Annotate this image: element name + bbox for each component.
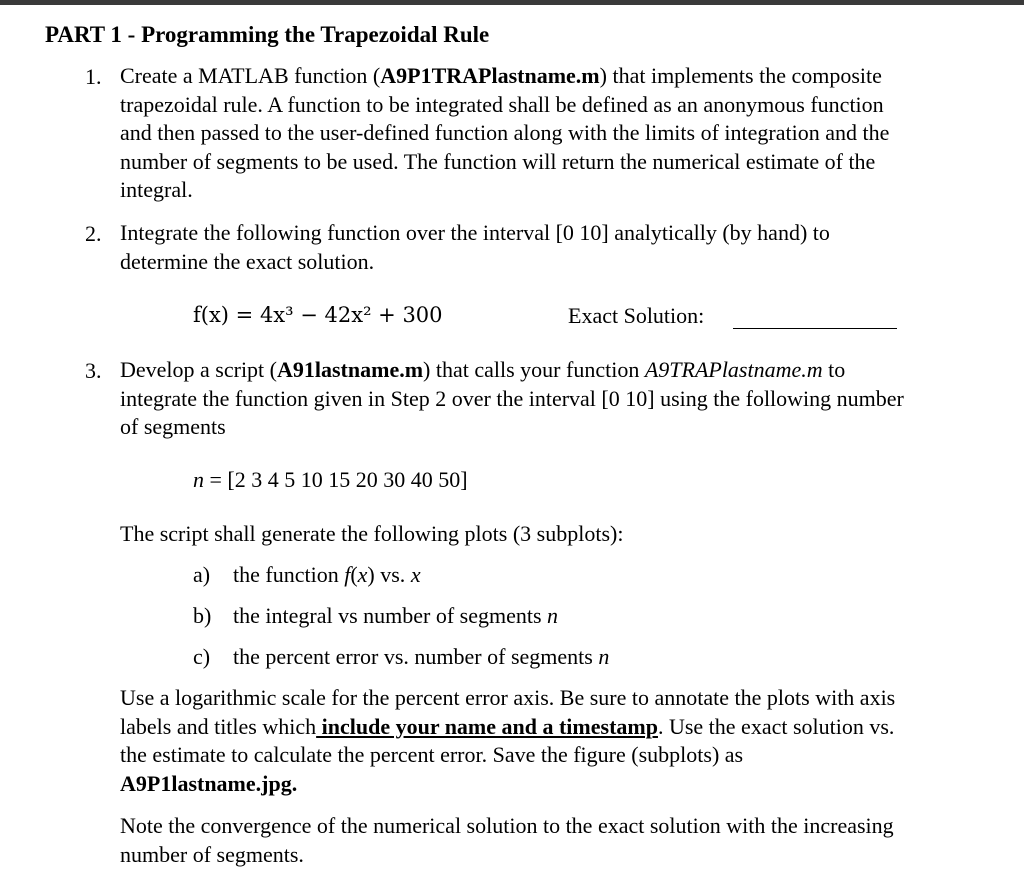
function-equation: f(x) = 4x³ − 42x² + 300 — [193, 303, 443, 327]
instructions-paragraph — [120, 684, 895, 798]
subplot-item-b: b) the integral vs number of segments n — [193, 603, 559, 628]
plots-intro: The script shall generate the following plots (3 subplots): — [120, 521, 624, 546]
note-line-2: number of segments. — [120, 841, 304, 867]
exact-solution-blank — [733, 328, 897, 329]
item-3-number: 3. — [85, 358, 102, 383]
item-3-line-3: of segments — [120, 414, 226, 439]
script-filename: A91lastname.m — [277, 357, 424, 382]
subplot-item-a: a) the function f(x) vs. x — [193, 562, 421, 587]
exact-solution-label: Exact Solution: — [568, 303, 705, 328]
page-title: PART 1 - Programming the Trapezoidal Rule — [45, 22, 490, 47]
subplot-item-c: c) the percent error vs. number of segments n — [193, 644, 610, 669]
note-line-1: Note the convergence of the numerical solution to the exact solution with the increasing — [120, 813, 894, 838]
item-2-line-1: Integrate the following function over the interval [0 10] analytically (by hand) to — [120, 220, 830, 245]
item-1-line-5: integral. — [120, 177, 193, 202]
item-2-line-2: determine the exact solution. — [120, 248, 375, 274]
item-1-line-3: and then passed to the user-defined function along with the limits of integration and the — [120, 120, 890, 145]
item-2-text — [120, 219, 830, 276]
function-filename-ref: A9TRAPlastname.m — [644, 357, 823, 382]
instructions-line-1: Use a logarithmic scale for the percent error axis. Be sure to annotate the plots with axis — [120, 685, 896, 710]
instructions-line-3: the estimate to calculate the percent error. Save the figure (subplots) as — [120, 742, 744, 767]
item-1-text — [120, 62, 889, 205]
item-1-line-4: number of segments to be used. The function will return the numerical estimate of the — [120, 148, 876, 174]
item-3-text — [120, 356, 904, 442]
note-paragraph — [120, 812, 894, 869]
item-1-line-2: trapezoidal rule. A function to be integrated shall be defined as an anonymous function — [120, 91, 884, 117]
segments-vector: n = [2 3 4 5 10 15 20 30 40 50] — [193, 467, 468, 492]
item-3-line-2: integrate the function given in Step 2 over the interval [0 10] using the following number — [120, 385, 904, 411]
top-border — [0, 0, 1024, 5]
item-3-line-1: Develop a script (A91lastname.m) that calls your function A9TRAPlastname.m to — [120, 357, 846, 382]
item-1-line-1: Create a MATLAB function (A9P1TRAPlastname.m) that implements the composite — [120, 63, 882, 88]
instructions-line-2: labels and titles which include your name and a timestamp. Use the exact solution vs. — [120, 713, 895, 739]
item-1-number: 1. — [85, 64, 102, 89]
function-filename: A9P1TRAPlastname.m — [380, 63, 600, 88]
output-filename: A9P1lastname.jpg. — [120, 770, 298, 796]
name-timestamp-emphasis: include your name and a timestamp — [316, 713, 658, 739]
item-2-number: 2. — [85, 221, 102, 246]
